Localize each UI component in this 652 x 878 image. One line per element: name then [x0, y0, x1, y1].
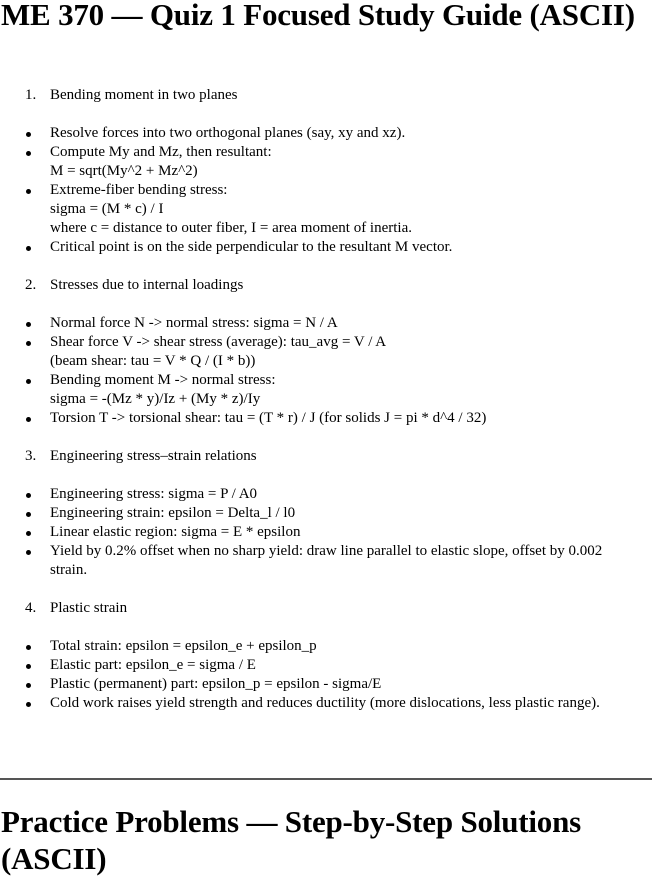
bullet-dot-icon	[26, 683, 31, 688]
bullet-dot-icon	[26, 645, 31, 650]
list-item-text: Engineering strain: epsilon = Delta_l / l0	[50, 505, 296, 521]
list-item-text: Resolve forces into two orthogonal planes (say, xy and xz).	[50, 125, 406, 141]
list-item-text: Linear elastic region: sigma = E * epsilon	[50, 524, 301, 540]
section-heading-text: Stresses due to internal loadings	[50, 277, 244, 293]
list-item	[0, 637, 652, 656]
list-item	[0, 694, 652, 713]
page-title: ME 370 — Quiz 1 Focused Study Guide (ASCII)	[1, 0, 635, 32]
bullet-dot-icon	[26, 379, 31, 384]
bullet-dot-icon	[26, 512, 31, 517]
list-item-text: Torsion T -> torsional shear: tau = (T * r) / J (for solids J = pi * d^4 / 32)	[50, 410, 487, 426]
list-item-text: Normal force N -> normal stress: sigma = N / A	[50, 315, 338, 331]
section-number: 4.	[25, 600, 37, 616]
bullet-list	[0, 314, 652, 428]
section-heading	[0, 599, 652, 618]
list-item	[0, 504, 652, 523]
list-item-text: Elastic part: epsilon_e = sigma / E	[50, 657, 256, 673]
study-guide-sections	[0, 86, 652, 732]
list-item-text: Engineering stress: sigma = P / A0	[50, 486, 258, 502]
list-item	[0, 523, 652, 542]
list-item	[0, 409, 652, 428]
section-heading	[0, 86, 652, 105]
section-number: 1.	[25, 87, 37, 103]
bullet-list	[0, 637, 652, 713]
list-item	[0, 314, 652, 333]
list-item	[0, 542, 652, 580]
list-item	[0, 656, 652, 675]
section-number: 3.	[25, 448, 37, 464]
section-divider	[0, 778, 652, 780]
section-number: 2.	[25, 277, 37, 293]
bullet-dot-icon	[26, 189, 31, 194]
practice-title: Practice Problems — Step-by-Step Solutions (ASCII)	[1, 804, 581, 876]
list-item-text: Extreme-fiber bending stress:	[50, 182, 228, 198]
bullet-dot-icon	[26, 531, 31, 536]
list-item-text: Critical point is on the side perpendicular to the resultant M vector.	[50, 239, 453, 255]
list-item	[0, 485, 652, 504]
list-item-text: Total strain: epsilon = epsilon_e + epsilon_p	[50, 638, 317, 654]
bullet-dot-icon	[26, 550, 31, 555]
list-item-text: Plastic (permanent) part: epsilon_p = epsilon - sigma/E	[50, 676, 382, 692]
list-item-text: sigma = -(Mz * y)/Iz + (My * z)/Iy	[50, 391, 261, 407]
bullet-dot-icon	[26, 664, 31, 669]
bullet-list	[0, 124, 652, 257]
list-item	[0, 181, 652, 238]
list-item-text: sigma = (M * c) / I	[50, 201, 164, 217]
list-item-text: Yield by 0.2% offset when no sharp yield: draw line parallel to elastic slope, offset by 0.002 strain.	[50, 543, 606, 578]
list-item	[0, 675, 652, 694]
list-item-text: (beam shear: tau = V * Q / (I * b))	[50, 353, 256, 369]
bullet-list	[0, 485, 652, 580]
list-item-text: M = sqrt(My^2 + Mz^2)	[50, 163, 198, 179]
list-item-text: where c = distance to outer fiber, I = area moment of inertia.	[50, 220, 412, 236]
bullet-dot-icon	[26, 246, 31, 251]
list-item	[0, 333, 652, 371]
list-item-text: Compute My and Mz, then resultant:	[50, 144, 272, 160]
section-heading	[0, 447, 652, 466]
bullet-dot-icon	[26, 151, 31, 156]
section-heading-text: Bending moment in two planes	[50, 87, 238, 103]
bullet-dot-icon	[26, 417, 31, 422]
list-item-text: Cold work raises yield strength and reduces ductility (more dislocations, less plastic range).	[50, 695, 600, 711]
list-item	[0, 238, 652, 257]
bullet-dot-icon	[26, 702, 31, 707]
list-item-text: Shear force V -> shear stress (average): tau_avg = V / A	[50, 334, 387, 350]
section-heading-text: Plastic strain	[50, 600, 128, 616]
section-heading	[0, 276, 652, 295]
list-item	[0, 143, 652, 181]
bullet-dot-icon	[26, 341, 31, 346]
bullet-dot-icon	[26, 322, 31, 327]
list-item-text: Bending moment M -> normal stress:	[50, 372, 276, 388]
bullet-dot-icon	[26, 493, 31, 498]
list-item	[0, 371, 652, 409]
list-item	[0, 124, 652, 143]
bullet-dot-icon	[26, 132, 31, 137]
section-heading-text: Engineering stress–strain relations	[50, 448, 257, 464]
